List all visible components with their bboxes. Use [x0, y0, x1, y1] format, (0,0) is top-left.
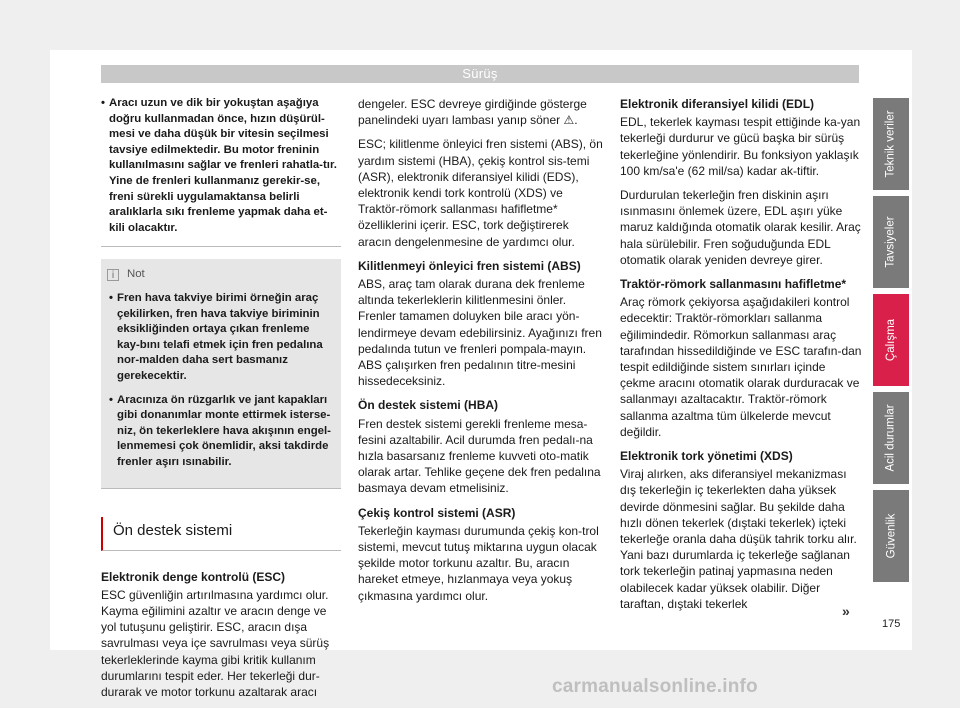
- note-item: • Aracınıza ön rüzgarlık ve jant kapakları gibi donanımlar monte ettirmek isterse-niz, ön tekerleklere hava akışının engel-lenmemesi çok önemlidir, aksi takdirde frenler aşırı ısınabilir.: [109, 393, 333, 471]
- column-3: [620, 96, 863, 620]
- note-header: [107, 267, 333, 283]
- esc-text: ESC güvenliğin artırılmasına yardımcı olur. Kayma eğilimini azaltır ve aracın denge ve yol tutuşunu geliştirir. ESC, aracın dışa savrulması veya içe savrulması veya sürüş tekerleklerinde kayma gibi kritik kullanım durumlarını tespit eder. Her tekerleği dur-durarak ve motor torkunu azaltarak aracı: [101, 587, 330, 700]
- note-title: Not: [127, 268, 145, 281]
- xds-text: Viraj alırken, aks diferansiyel mekanizması dış tekerleğin iç tekerlekten daha yüksek devirde dönmesini sağlar. Bu şekilde daha hızlı dönen tekerlek (dıştaki tekerlek) içteki tekerleğe oranla daha düşük tahrik torku alır. Yani bazı durumlarda iç tekerleğe sağlanan tork tekerleğin patinaj yapmasına neden olabilecek kadar yüksek olabilir. Diğer taraftan, dıştaki tekerlek: [620, 467, 857, 611]
- esc-continued-text: dengeler. ESC devreye girdiğinde gösterge panelindeki uyarı lambası yanıp söner ⚠.: [358, 97, 587, 128]
- esc-title: Elektronik denge kontrolü (ESC): [101, 569, 286, 584]
- warning-text: • Aracı uzun ve dik bir yokuştan aşağıya doğru kullanmadan önce, hızın düşürül-mesi ve daha düşük bir vitesin seçilmesi tavsiye edilmektedir. Bu motor freninin kullanılmasını sağlar ve frenleri rahatla-tır. Yine de frenleri kullanmanız gerekir-se, freni sürekli uygulamaktansa belirli aralıklarla sıkı frenleme yapmak daha et-kili olacaktır.: [101, 96, 341, 236]
- esc-components-text: ESC; kilitlenme önleyici fren sistemi (ABS), ön yardım sistemi (HBA), çekiş kontrol sis-temi (ASR), elektronik diferansiyel kilidi (EDS), elektronik kendi tork kontrolü (XDS) ve Traktör-römork sallanması hafifletme* özelliklerini içerir. ESC, tork değiştirerek aracın dengelenmesine de yardımcı olur.: [358, 137, 603, 249]
- column-1: [101, 96, 341, 708]
- asr-title: Çekiş kontrol sistemi (ASR): [358, 505, 516, 520]
- watermark: carmanualsonline.info: [552, 676, 758, 697]
- edl-text-1: EDL, tekerlek kayması tespit ettiğinde ka-yan tekerleği durdurur ve gücü başka bir sürüş tekerleğine yönlendirir. Bu fonksiyon yaklaşık 100 km/sa'e (62 mil/sa) kadar ak-tiftir.: [620, 115, 861, 178]
- tab-label: Tavsiyeler: [885, 216, 898, 268]
- abs-text: ABS, araç tam olarak durana dek frenleme altında tekerleklerin kilitlenmesini önler. Frenler tamamen doluyken bile aracı yön-lendirmeye devam edebilirsiniz. Ayağınızı fren pedalında tutun ve frenleri pompala-mayın. ABS çalışırken fren pedalının titre-mesini hissedeceksiniz.: [358, 277, 602, 389]
- abs-title: Kilitlenmeyi önleyici fren sistemi (ABS): [358, 258, 581, 273]
- tab-label: Güvenlik: [885, 513, 897, 559]
- tab-label: Çalışma: [885, 318, 897, 362]
- hba-title: Ön destek sistemi (HBA): [358, 398, 499, 413]
- tab-calisma[interactable]: [873, 294, 909, 386]
- continue-arrow-icon: »: [842, 603, 850, 619]
- warning-block: [101, 96, 341, 247]
- info-icon: [107, 269, 119, 281]
- edl-text-2: Durdurulan tekerleğin fren diskinin aşırı ısınmasını önlemek üzere, EDL aşırı yüke maruz kaldığında otomatik olarak kesilir. Araç hala sürülebilir. Fren soğuduğunda EDL otomatik olarak yeniden devreye girer.: [620, 188, 861, 267]
- tab-teknik-veriler[interactable]: [873, 98, 909, 190]
- tab-tavsiyeler[interactable]: [873, 196, 909, 288]
- note-box: [101, 259, 341, 489]
- chapter-header: Sürüş: [101, 65, 859, 83]
- tab-guvenlik[interactable]: [873, 490, 909, 582]
- tab-acil-durumlar[interactable]: [873, 392, 909, 484]
- section-title: Ön destek sistemi: [101, 517, 341, 550]
- trailer-title: Traktör-römork sallanmasını hafifletme*: [620, 277, 847, 292]
- page-number: 175: [882, 618, 901, 630]
- note-item: • Fren hava takviye birimi örneğin araç çekilirken, fren hava takviye biriminin eksikliğinden ortaya çıkan frenleme kay-bını telafi etmek için fren pedalına nor-malden daha sert basmanız gerekecektir.: [109, 291, 333, 385]
- trailer-text: Araç römork çekiyorsa aşağıdakileri kontrol edecektir: Traktör-römorkları sallanma eğilimindedir. Römorkun sallanması araç tarafından hissedildiğinde ve ESC tarafın-dan tespit edildiğinde sistem sınırları içinde çekme aracını otomatik olarak durduracak ve sallanmayı azaltacaktır. Traktör-römork sallanma azaltma tüm ülkelerde mevcut değildir.: [620, 295, 862, 439]
- column-2: [358, 96, 605, 612]
- asr-text: Tekerleğin kayması durumunda çekiş kon-trol sistemi, mevcut tutuş miktarına uygun olacak şekilde motor torkunu azaltır. Bu, aracın hareket etmeye, hızlanmaya veya yokuş çıkmasına yardımcı olur.: [358, 523, 599, 603]
- tab-label: Acil durumlar: [885, 404, 898, 472]
- tab-label: Teknik veriler: [885, 110, 898, 178]
- hba-text: Fren destek sistemi gerekli frenleme mesa-fesini azaltabilir. Acil durumda fren pedalı-na hızla basarsanız frenleme kuvveti oto-matik olarak artar. Tehlike geçene dek fren pedalına basmaya devam etmelisiniz.: [358, 416, 601, 496]
- edl-title: Elektronik diferansiyel kilidi (EDL): [620, 97, 815, 111]
- xds-title: Elektronik tork yönetimi (XDS): [620, 449, 793, 464]
